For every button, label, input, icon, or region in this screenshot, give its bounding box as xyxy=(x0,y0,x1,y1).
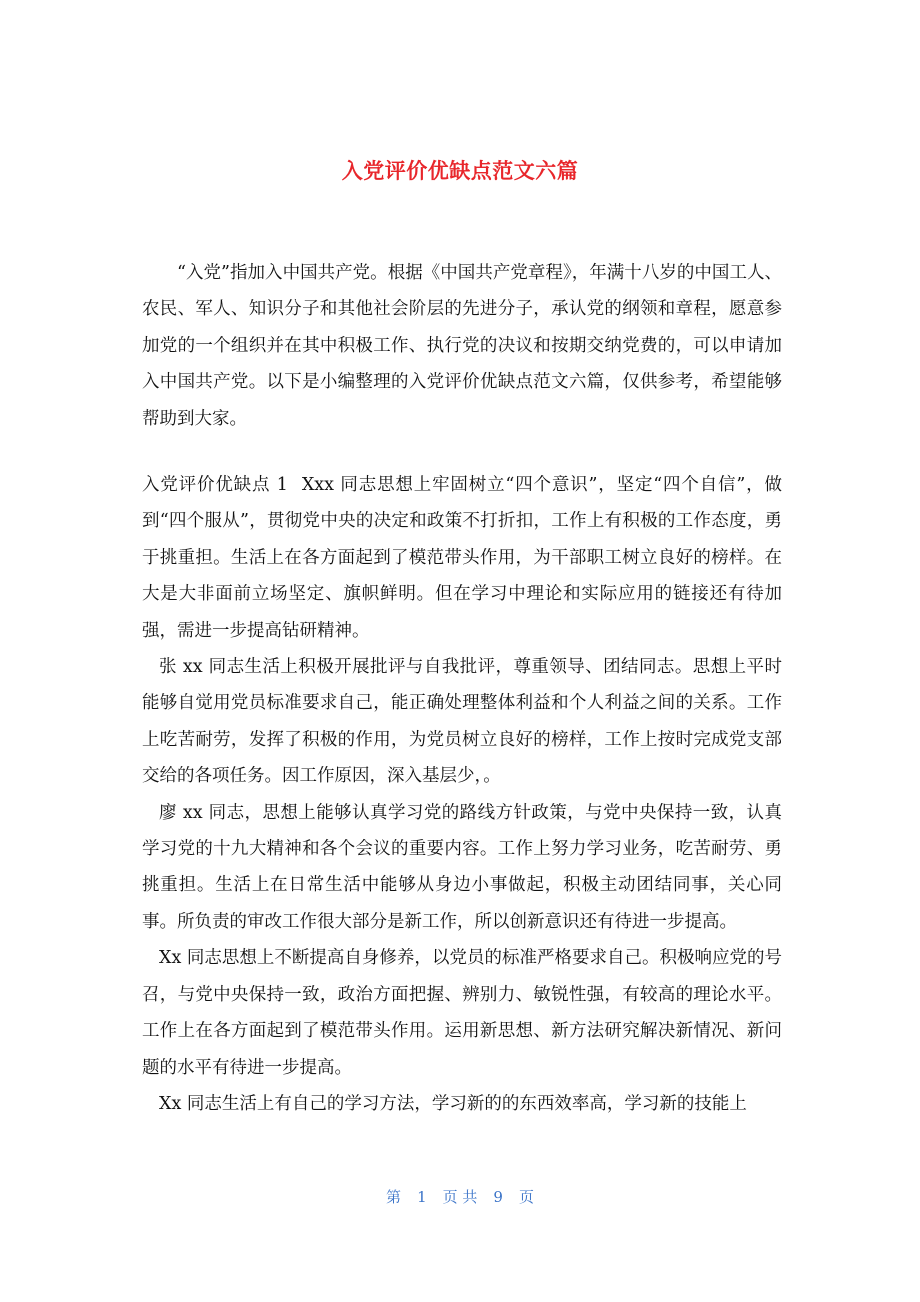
paragraph: Xx 同志思想上不断提高自身修养，以党员的标准严格要求自己。积极响应党的号召，与党中央保持一致，政治方面把握、辨别力、敏锐性强，有较高的理论水平。工作上在各方面起到了模范带头作用。运用新思想、新方法研究解决新情况、新问题的水平有待进一步提高。 xyxy=(142,948,782,1078)
section-1-first-paragraph xyxy=(142,467,782,649)
section-1-label: 入党评价优缺点 1 xyxy=(142,475,288,495)
page-total: 9 xyxy=(493,1188,503,1206)
section-1-first-text: Xxx 同志思想上牢固树立“四个意识”，坚定“四个自信”，做到“四个服从”，贯彻党中央的决定和政策不打折扣，工作上有积极的工作态度，勇于挑重担。生活上在各方面起到了模范带头作用，为干部职工树立良好的榜样。在大是大非面前立场坚定、旗帜鲜明。但在学习中理论和实际应用的链接还有待加强，需进一步提高钻研精神。 xyxy=(142,475,782,641)
page-footer xyxy=(0,1185,920,1209)
paragraph: Xx 同志生活上有自己的学习方法，学习新的的东西效率高，学习新的技能上 xyxy=(159,1093,747,1114)
document-title: 入党评价优缺点范文六篇 xyxy=(341,159,579,184)
section-1 xyxy=(142,467,782,1122)
intro-paragraph: “入党”指加入中国共产党。根据《中国共产党章程》，年满十八岁的中国工人、农民、军人、知识分子和其他社会阶层的先进分子，承认党的纲领和章程，愿意参加党的一个组织并在其中积极工作、执行党的决议和按期交纳党费的，可以申请加入中国共产党。以下是小编整理的入党评价优缺点范文六篇，仅供参考，希望能够帮助到大家。 xyxy=(142,263,782,429)
page-prefix: 第 xyxy=(386,1188,402,1206)
page-suffix: 页 xyxy=(518,1188,534,1206)
paragraph: 廖 xx 同志，思想上能够认真学习党的路线方针政策，与党中央保持一致，认真学习党的十九大精神和各个会议的重要内容。工作上努力学习业务，吃苦耐劳、勇挑重担。生活上在日常生活中能够从身边小事做起，积极主动团结同事，关心同事。所负责的审改工作很大部分是新工作，所以创新意识还有待进一步提高。 xyxy=(142,802,782,932)
intro-section xyxy=(142,255,782,437)
page-middle: 页 共 xyxy=(442,1188,478,1206)
page-current: 1 xyxy=(417,1188,427,1206)
paragraph: 张 xx 同志生活上积极开展批评与自我批评，尊重领导、团结同志。思想上平时能够自觉用党员标准要求自己，能正确处理整体利益和个人利益之间的关系。工作上吃苦耐劳，发挥了积极的作用，为党员树立良好的榜样，工作上按时完成党支部交给的各项任务。因工作原因，深入基层少，。 xyxy=(142,657,782,787)
